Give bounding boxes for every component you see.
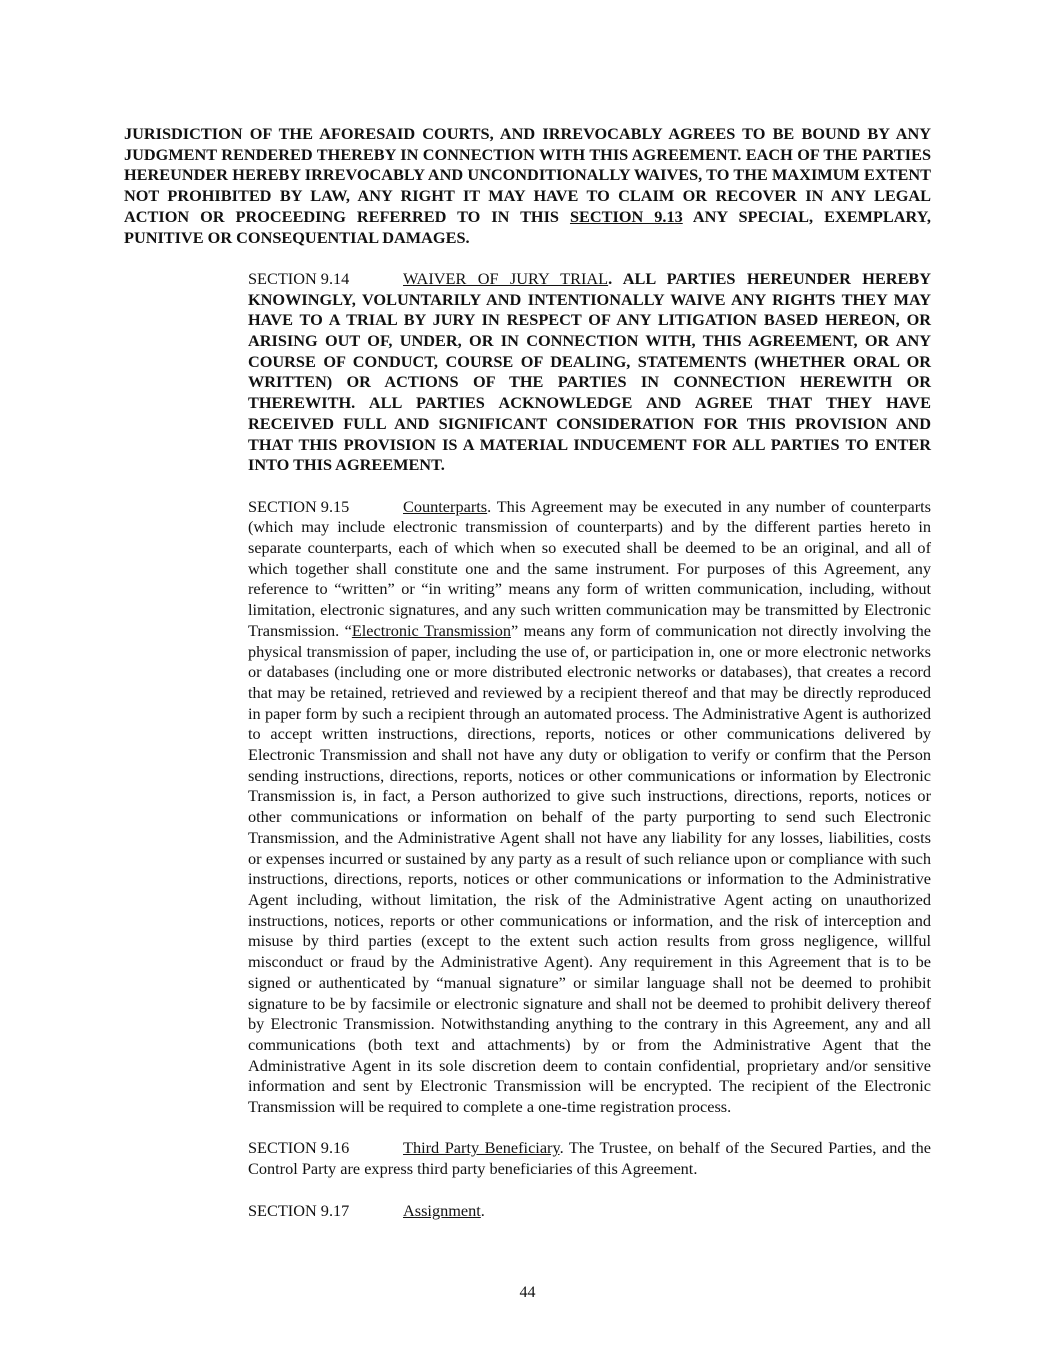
section-9-14-number: SECTION 9.14 xyxy=(248,268,350,288)
section-9-14-title-punct: . xyxy=(608,268,613,288)
section-9-17 xyxy=(124,1201,931,1222)
page-number: 44 xyxy=(519,1284,536,1301)
section-9-16-body: . The Trustee, on behalf of the Secured Parties, and the Control Party are express third party beneficiaries of this Agreement. xyxy=(248,1138,931,1179)
document-page xyxy=(124,124,931,1221)
section-9-14 xyxy=(124,269,931,476)
section-9-15-title: Counterparts xyxy=(403,496,488,516)
section-9-15-number: SECTION 9.15 xyxy=(248,496,350,516)
section-9-13-reference: SECTION 9.13 xyxy=(569,206,683,226)
section-9-15-defined-term: Electronic Transmission xyxy=(351,620,511,640)
section-9-16 xyxy=(124,1138,931,1179)
section-9-13-continuation xyxy=(124,124,931,248)
section-9-17-title: Assignment xyxy=(403,1200,481,1220)
section-9-17-body: . xyxy=(480,1200,485,1220)
section-9-14-body: ALL PARTIES HEREUNDER HEREBY KNOWINGLY, VOLUNTARILY AND INTENTIONALLY WAIVE ANY RIGHTS THEY MAY HAVE TO A TRIAL BY JURY IN RESPECT OF ANY LITIGATION BASED HEREON, OR ARISING OUT OF, UNDER, OR IN CONNECTION WITH, THIS AGREEMENT, OR ANY COURSE OF CONDUCT, COURSE OF DEALING, STATEMENTS (WHETHER ORAL OR WRITTEN) OR ACTIONS OF THE PARTIES IN CONNECTION HEREWITH OR THEREWITH. ALL PARTIES ACKNOWLEDGE AND AGREE THAT THEY HAVE RECEIVED FULL AND SIGNIFICANT CONSIDERATION FOR THIS PROVISION AND THAT THIS PROVISION IS A MATERIAL INDUCEMENT FOR ALL PARTIES TO ENTER INTO THIS AGREEMENT. xyxy=(248,268,932,475)
section-9-13-text-a: JURISDICTION OF THE AFORESAID COURTS, AND IRREVOCABLY AGREES TO BE BOUND BY ANY JUDGMENT RENDERED THEREBY IN CONNECTION WITH THIS AGREEMENT. EACH OF THE PARTIES HEREUNDER HEREBY IRREVOCABLY AND UNCONDITIONALLY WAIVES, TO THE MAXIMUM EXTENT NOT PROHIBITED BY LAW, ANY RIGHT IT MAY HAVE TO CLAIM OR RECOVER IN ANY LEGAL ACTION OR PROCEEDING REFERRED TO IN THIS xyxy=(124,124,931,226)
section-9-17-number: SECTION 9.17 xyxy=(248,1200,350,1220)
section-9-15-body-2: ” means any form of communication not directly involving the physical transmission of paper, including the use of, or participation in, one or more electronic networks or databases (including one or more distributed electronic networks or databases), that creates a record that may be retained, retrieved and reviewed by a recipient thereof and that may be directly reproduced in paper form by such a recipient through an automated process. The Administrative Agent is authorized to accept written instructions, directions, reports, notices or other communications delivered by Electronic Transmission and shall not have any duty or obligation to verify or confirm that the Person sending instructions, directions, reports, notices or other communications or information by Electronic Transmission is, in fact, a Person authorized to give such instructions, directions, reports, notices or other communications or information on behalf of the party purporting to send such Electronic Transmission, and the Administrative Agent shall not have any liability for any losses, liabilities, costs or expenses incurred or sustained by any party as a result of such reliance upon or compliance with such instructions, directions, reports, notices or other communications or information to the Administrative Agent including, without limitation, the risk of the Administrative Agent acting on unauthorized instructions, notices, reports or other communications or information, and the risk of interception and misuse by third parties (except to the extent such action results from gross negligence, willful misconduct or fraud by the Administrative Agent). Any requirement in this Agreement that is to be signed or authenticated by “manual signature” or similar language shall not be deemed to prohibit signature to be by facsimile or electronic signature and shall not be deemed to prohibit delivery thereof by Electronic Transmission. Notwithstanding anything to the contrary in this Agreement, any and all communications (both text and attachments) by or from the Administrative Agent that the Administrative Agent in its sole discretion deem to contain confidential, proprietary and/or sensitive information and sent by Electronic Transmission will be encrypted. The recipient of the Electronic Transmission will be required to complete a one-time registration process. xyxy=(248,620,931,1117)
section-9-15 xyxy=(124,497,931,1118)
section-9-14-title: WAIVER OF JURY TRIAL xyxy=(403,268,609,288)
section-9-16-number: SECTION 9.16 xyxy=(248,1138,350,1158)
section-9-16-title: Third Party Beneficiary xyxy=(403,1138,560,1158)
section-9-13-text-b: ANY SPECIAL, EXEMPLARY, PUNITIVE OR CONSEQUENTIAL DAMAGES. xyxy=(124,206,931,247)
section-9-15-body-1: . This Agreement may be executed in any number of counterparts (which may include electronic transmission of counterparts) and by the different parties hereto in separate counterparts, each of which when so executed shall be deemed to be an original, and all of which together shall constitute one and the same instrument. For purposes of this Agreement, any reference to “written” or “in writing” means any form of written communication, including, without limitation, electronic signatures, and any such written communication may be transmitted by Electronic Transmission. “ xyxy=(248,496,931,640)
